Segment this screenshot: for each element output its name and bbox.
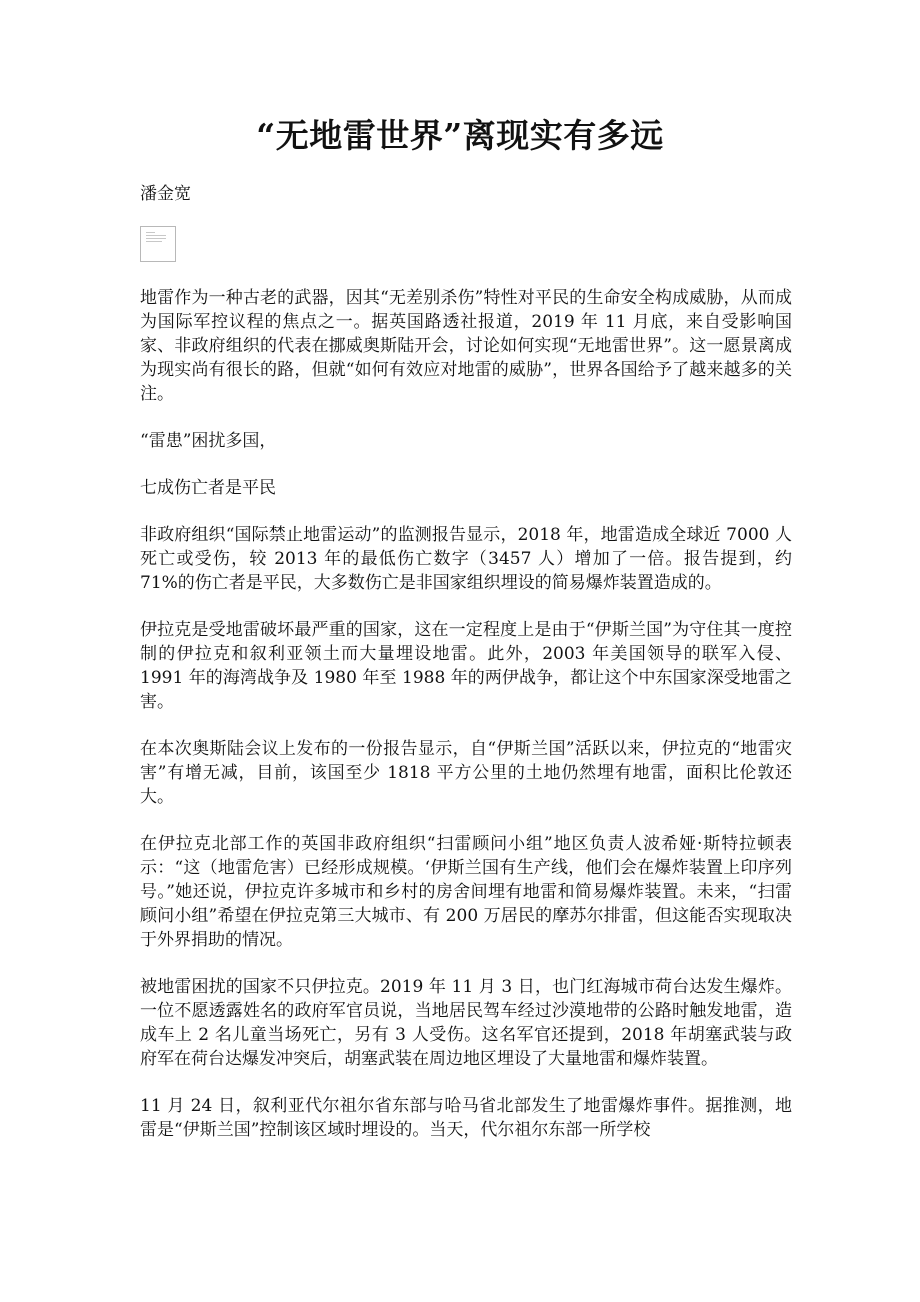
paragraph-intro: 地雷作为一种古老的武器，因其“无差别杀伤”特性对平民的生命安全构成威胁，从而成为国际军控议程的焦点之一。据英国路透社报道，2019 年 11 月底，来自受影响国家、非政府组织的代表在挪威奥斯陆开会，讨论如何实现“无地雷世界”。这一愿景离成为现实尚有很长的路，但就“如何有效应对地雷的威胁”，世界各国给予了越来越多的关注。	[140, 288, 792, 404]
paragraph: 在伊拉克北部工作的英国非政府组织“扫雷顾问小组”地区负责人波希娅·斯特拉顿表示：“这（地雷危害）已经形成规模。‘伊斯兰国有生产线，他们会在爆炸装置上印序列号。”她还说，伊拉克许多城市和乡村的房舍间埋有地雷和简易爆炸装置。未来，“扫雷顾问小组”希望在伊拉克第三大城市、有 200 万居民的摩苏尔排雷，但这能否实现取决于外界捐助的情况。	[140, 834, 792, 950]
paragraph: 非政府组织“国际禁止地雷运动”的监测报告显示，2018 年，地雷造成全球近 7000 人死亡或受伤，较 2013 年的最低伤亡数字（3457 人）增加了一倍。报告提到，约 71%的伤亡者是平民，大多数伤亡是非国家组织埋设的简易爆炸装置造成的。	[140, 525, 792, 593]
article-title: “无地雷世界”离现实有多远	[256, 116, 664, 155]
article-body	[140, 286, 792, 1165]
section-heading-line-2: 七成伤亡者是平民	[140, 478, 276, 498]
section-heading-line-1: “雷患”困扰多国，	[140, 431, 277, 451]
document-thumbnail-icon	[140, 226, 176, 262]
article-author: 潘金宽	[140, 184, 191, 204]
paragraph: 伊拉克是受地雷破坏最严重的国家，这在一定程度上是由于“伊斯兰国”为守住其一度控制的伊拉克和叙利亚领土而大量埋设地雷。此外，2003 年美国领导的联军入侵、1991 年的海湾战争及 1980 年至 1988 年的两伊战争，都让这个中东国家深受地雷之害。	[140, 620, 792, 712]
paragraph: 被地雷困扰的国家不只伊拉克。2019 年 11 月 3 日，也门红海城市荷台达发生爆炸。一位不愿透露姓名的政府军官员说，当地居民驾车经过沙漠地带的公路时触发地雷，造成车上 2 名儿童当场死亡，另有 3 人受伤。这名军官还提到，2018 年胡塞武装与政府军在荷台达爆发冲突后，胡塞武装在周边地区埋设了大量地雷和爆炸装置。	[140, 977, 792, 1069]
paragraph: 11 月 24 日，叙利亚代尔祖尔省东部与哈马省北部发生了地雷爆炸事件。据推测，地雷是“伊斯兰国”控制该区域时埋设的。当天，代尔祖尔东部一所学校	[140, 1096, 792, 1140]
paragraph: 在本次奥斯陆会议上发布的一份报告显示，自“伊斯兰国”活跃以来，伊拉克的“地雷灾害”有增无减，目前，该国至少 1818 平方公里的土地仍然埋有地雷，面积比伦敦还大。	[140, 739, 792, 807]
